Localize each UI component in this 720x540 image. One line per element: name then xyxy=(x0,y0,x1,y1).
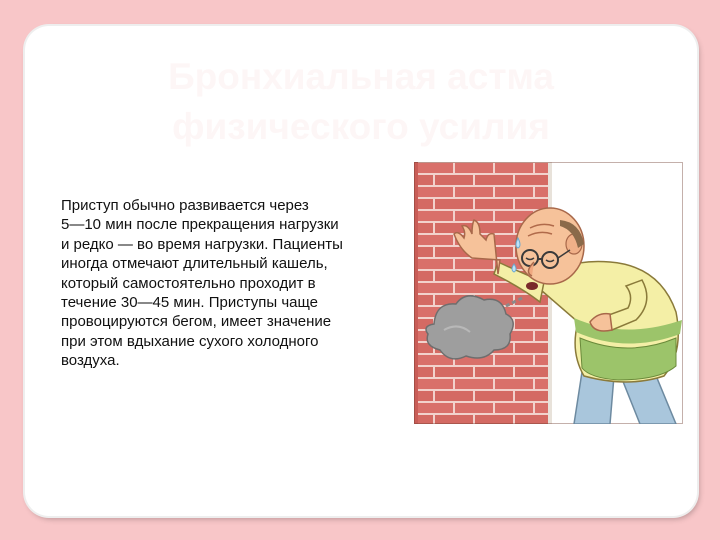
slide-title xyxy=(25,52,697,152)
title-line-1: Бронхиальная астма xyxy=(168,56,554,97)
title-line-2: физического усилия xyxy=(172,106,550,147)
coughing-man-illustration xyxy=(414,162,683,424)
body-text: Приступ обычно развивается через 5—10 мин после прекращения нагрузки и редко — во время нагрузки. Пациенты иногда отмечают длительный кашель, который самостоятельно проходит в течение 30—45 мин. Приступы чаще провоцируются бегом, имеет значение при этом вдыхание сухого холодного воздуха. xyxy=(61,197,343,370)
